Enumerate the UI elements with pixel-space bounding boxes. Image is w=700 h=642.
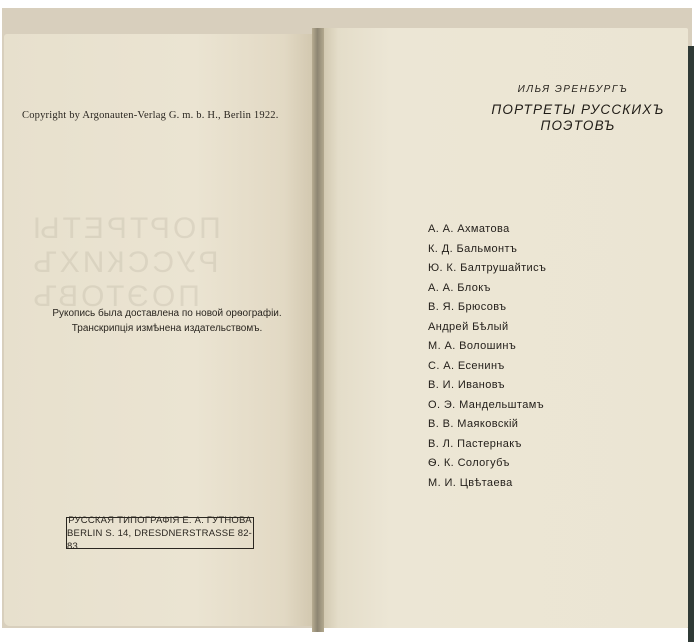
note-line-1: Рукопись была доставлена по новой орѳографіи. (52, 308, 282, 319)
show-through-text: ПОРТРЕТЫ РУССКИХЪ ПОЭТОВЪ (30, 212, 221, 313)
poet-item: В. Я. Брюсовъ (428, 301, 507, 313)
poet-item: С. А. Есенинъ (428, 359, 505, 372)
orthography-note (22, 306, 312, 336)
title-line-1: ПОРТРЕТЫ РУССКИХЪ (491, 102, 665, 117)
book-gutter (312, 28, 324, 632)
poet-item: А. А. Ахматова (428, 223, 510, 235)
poet-item: Ѳ. К. Сологубъ (428, 457, 510, 469)
poet-item: О. Э. Мандельштамъ (428, 398, 544, 411)
poet-item: В. Л. Пастернакъ (428, 437, 522, 450)
printer-line-2: BERLIN S. 14, DRESDNERSTRASSE 82-83. (67, 527, 253, 552)
note-line-2: Транскрипція измѣнена издательствомъ. (71, 323, 263, 334)
poet-item: К. Д. Бальмонтъ (428, 242, 518, 255)
cover-edge (688, 46, 694, 642)
book-title (480, 102, 676, 134)
copyright-line: Copyright by Argonauten-Verlag G. m. b. H., Berlin 1922. (22, 110, 279, 121)
poet-item: В. И. Ивановъ (428, 379, 505, 391)
poet-list (428, 220, 546, 493)
poet-item: А. А. Блокъ (428, 281, 491, 294)
poet-item: М. А. Волошинъ (428, 340, 517, 352)
printer-line-1: РУССКАЯ ТИПОГРАФІЯ Е. А. ГУТНОВА (68, 514, 252, 526)
printer-imprint (66, 514, 254, 552)
title-line-2: ПОЭТОВЪ (540, 118, 616, 133)
poet-item: М. И. Цвѣтаева (428, 476, 513, 489)
poet-item: В. В. Маяковскій (428, 418, 519, 430)
poet-item: Ю. К. Балтрушайтисъ (428, 262, 547, 274)
poet-item: Андрей Бѣлый (428, 320, 509, 333)
author-name: ИЛЬЯ ЭРЕНБУРГЪ (517, 84, 629, 95)
